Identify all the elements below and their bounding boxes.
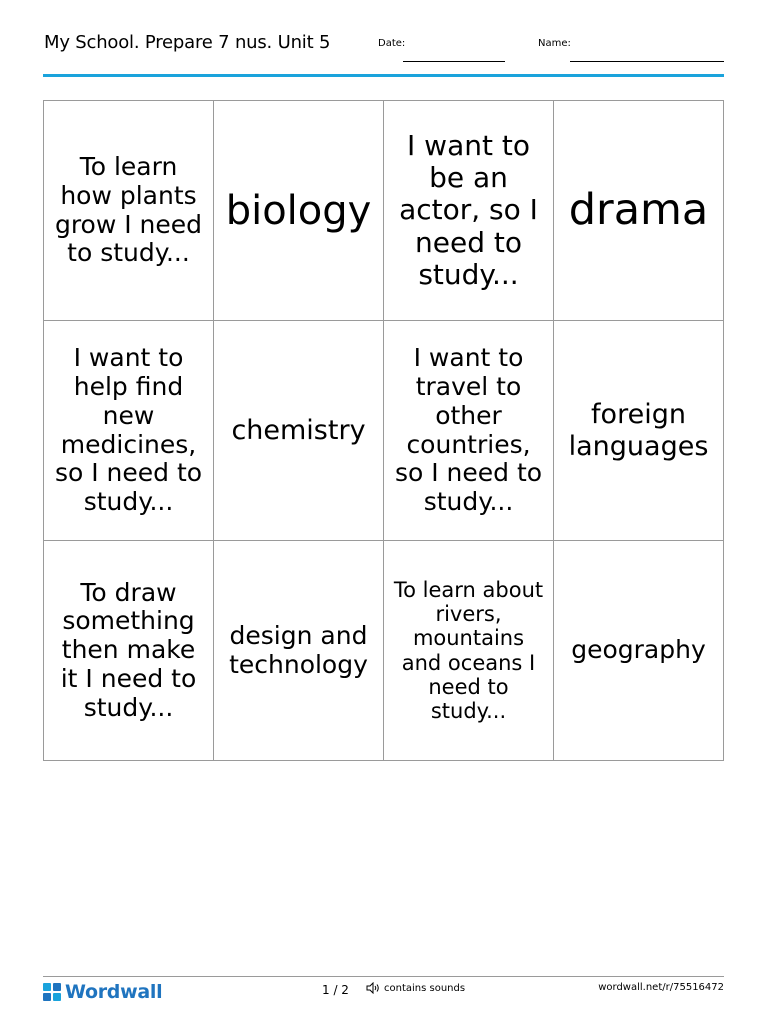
card-cell: To draw something then make it I need to study... xyxy=(44,541,214,761)
card-cell: To learn how plants grow I need to study... xyxy=(44,101,214,321)
card-grid xyxy=(43,100,724,761)
name-line xyxy=(570,61,724,62)
footer-rule xyxy=(43,976,724,977)
card-cell: biology xyxy=(214,101,384,321)
header-rule xyxy=(43,74,724,77)
card-cell: foreign languages xyxy=(554,321,724,541)
date-label: Date: xyxy=(378,38,406,49)
sounds-label: contains sounds xyxy=(384,982,466,994)
card-cell: I want to be an actor, so I need to study... xyxy=(384,101,554,321)
card-cell: To learn about rivers, mountains and oceans I need to study... xyxy=(384,541,554,761)
grid-row xyxy=(44,541,724,761)
speaker-icon xyxy=(366,982,380,994)
card-cell: I want to travel to other countries, so I need to study... xyxy=(384,321,554,541)
name-label: Name: xyxy=(538,38,571,49)
sounds-indicator xyxy=(366,982,465,994)
wordwall-logo xyxy=(43,981,162,1003)
card-cell: drama xyxy=(554,101,724,321)
wordwall-url[interactable]: wordwall.net/r/75516472 xyxy=(598,982,724,993)
card-cell: I want to help find new medicines, so I need to study... xyxy=(44,321,214,541)
grid-row xyxy=(44,101,724,321)
card-cell: design and technology xyxy=(214,541,384,761)
logo-text: Wordwall xyxy=(65,981,163,1003)
page-title: My School. Prepare 7 nus. Unit 5 xyxy=(44,32,331,53)
page-number: 1 / 2 xyxy=(322,983,349,997)
card-cell: chemistry xyxy=(214,321,384,541)
wordwall-logo-icon xyxy=(43,983,61,1001)
grid-row xyxy=(44,321,724,541)
card-cell: geography xyxy=(554,541,724,761)
date-line xyxy=(403,61,505,62)
